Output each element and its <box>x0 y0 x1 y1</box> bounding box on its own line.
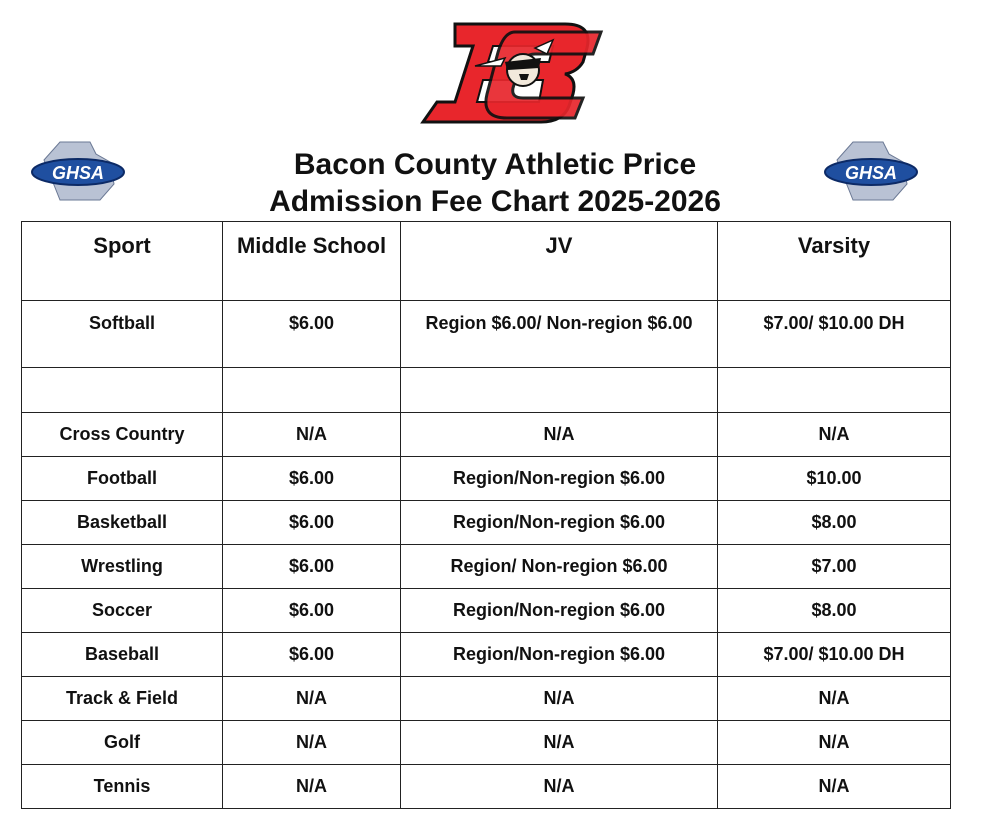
middle-school-cell: $6.00 <box>223 301 401 368</box>
jv-cell: Region/Non-region $6.00 <box>401 501 718 545</box>
jv-cell: Region/Non-region $6.00 <box>401 457 718 501</box>
middle-school-cell: $6.00 <box>223 545 401 589</box>
sport-cell: Baseball <box>22 633 223 677</box>
table-row <box>22 633 951 677</box>
sport-cell: Golf <box>22 721 223 765</box>
jv-cell: Region/Non-region $6.00 <box>401 589 718 633</box>
header-varsity: Varsity <box>718 222 951 301</box>
middle-school-cell: N/A <box>223 413 401 457</box>
sport-cell: Football <box>22 457 223 501</box>
varsity-cell: $8.00 <box>718 589 951 633</box>
varsity-cell: N/A <box>718 765 951 809</box>
admission-fee-table <box>21 221 951 809</box>
jv-cell: Region $6.00/ Non-region $6.00 <box>401 301 718 368</box>
middle-school-cell: N/A <box>223 765 401 809</box>
bacon-county-logo <box>415 18 605 126</box>
middle-school-cell: $6.00 <box>223 457 401 501</box>
varsity-cell: $7.00/ $10.00 DH <box>718 633 951 677</box>
bc-raider-logo-icon <box>415 18 605 126</box>
table-row <box>22 457 951 501</box>
table-row <box>22 721 951 765</box>
table-row <box>22 301 951 368</box>
table-row <box>22 501 951 545</box>
sport-cell: Wrestling <box>22 545 223 589</box>
jv-cell <box>401 368 718 413</box>
sport-cell: Tennis <box>22 765 223 809</box>
varsity-cell: $10.00 <box>718 457 951 501</box>
varsity-cell: $8.00 <box>718 501 951 545</box>
sport-cell: Softball <box>22 301 223 368</box>
title-line-1: Bacon County Athletic Price <box>293 148 697 181</box>
header-sport: Sport <box>22 222 223 301</box>
jv-cell: N/A <box>401 765 718 809</box>
title-line-2: Admission Fee Chart 2025-2026 <box>269 185 721 218</box>
sport-cell <box>22 368 223 413</box>
varsity-cell: N/A <box>718 677 951 721</box>
sport-cell: Cross Country <box>22 413 223 457</box>
ghsa-logo-left <box>30 140 126 204</box>
jv-cell: Region/Non-region $6.00 <box>401 633 718 677</box>
svg-text:GHSA: GHSA <box>844 163 898 183</box>
sport-cell: Soccer <box>22 589 223 633</box>
jv-cell: N/A <box>401 721 718 765</box>
sport-cell: Track & Field <box>22 677 223 721</box>
header-jv: JV <box>401 222 718 301</box>
header-middle-school: Middle School <box>223 222 401 301</box>
middle-school-cell: $6.00 <box>223 633 401 677</box>
middle-school-cell: N/A <box>223 677 401 721</box>
table-row <box>22 368 951 413</box>
jv-cell: N/A <box>401 413 718 457</box>
middle-school-cell <box>223 368 401 413</box>
page-title <box>150 146 840 220</box>
ghsa-logo-icon <box>30 140 126 204</box>
table-row <box>22 413 951 457</box>
table-row <box>22 589 951 633</box>
table-header-row <box>22 222 951 301</box>
varsity-cell: $7.00 <box>718 545 951 589</box>
middle-school-cell: $6.00 <box>223 589 401 633</box>
table-row <box>22 765 951 809</box>
jv-cell: Region/ Non-region $6.00 <box>401 545 718 589</box>
varsity-cell: N/A <box>718 721 951 765</box>
jv-cell: N/A <box>401 677 718 721</box>
table-row <box>22 677 951 721</box>
table-row <box>22 545 951 589</box>
middle-school-cell: $6.00 <box>223 501 401 545</box>
sport-cell: Basketball <box>22 501 223 545</box>
middle-school-cell: N/A <box>223 721 401 765</box>
varsity-cell <box>718 368 951 413</box>
svg-text:GHSA: GHSA <box>51 163 105 183</box>
varsity-cell: $7.00/ $10.00 DH <box>718 301 951 368</box>
varsity-cell: N/A <box>718 413 951 457</box>
